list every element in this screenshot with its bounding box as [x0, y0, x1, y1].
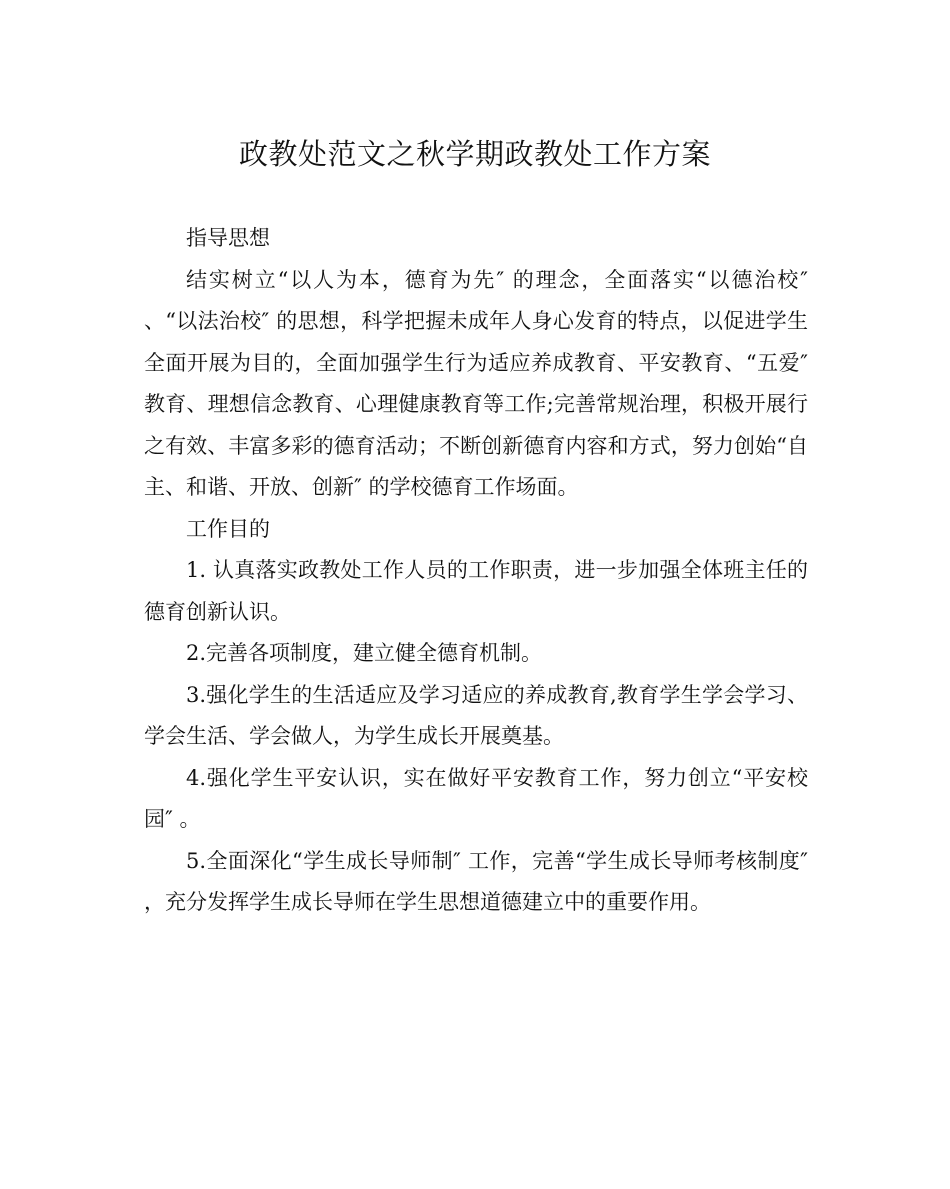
goal-item-2: 2.完善各项制度，建立健全德育机制。	[186, 641, 543, 665]
goal-item-3: 3.强化学生的生活适应及学习适应的养成教育,教育学生学会学习、学会生活、学会做人，为学生成长开展奠基。	[144, 682, 808, 748]
section-heading-work-goals: 工作目的	[186, 516, 270, 541]
paragraph-guiding-ideology: 结实树立“以人为本，德育为先″ 的理念，全面落实“以德治校″ 、“以法治校″ 的思想，科学把握未成年人身心发育的特点，以促进学生全面开展为目的，全面加强学生行为适应养成教育、平安教育、“五爱″ 教育、理想信念教育、心理健康教育等工作;完善常规治理，积极开展行之有效、丰富多彩的德育活动；不断创新德育内容和方式，努力创始“自主、和谐、开放、创新″ 的学校德育工作场面。	[144, 267, 808, 499]
document-body	[144, 218, 808, 924]
goal-item-1: 1. 认真落实政教处工作人员的工作职责，进一步加强全体班主任的德育创新认识。	[144, 558, 808, 624]
document-title: 政教处范文之秋学期政教处工作方案	[238, 137, 711, 171]
section-heading-guiding-ideology: 指导思想	[186, 226, 270, 250]
goal-item-5: 5.全面深化“学生成长导师制″ 工作，完善“学生成长导师考核制度″ ，充分发挥学生成长导师在学生思想道德建立中的重要作用。	[144, 848, 808, 914]
goal-item-4: 4.强化学生平安认识，实在做好平安教育工作，努力创立“平安校园″ 。	[144, 765, 808, 831]
